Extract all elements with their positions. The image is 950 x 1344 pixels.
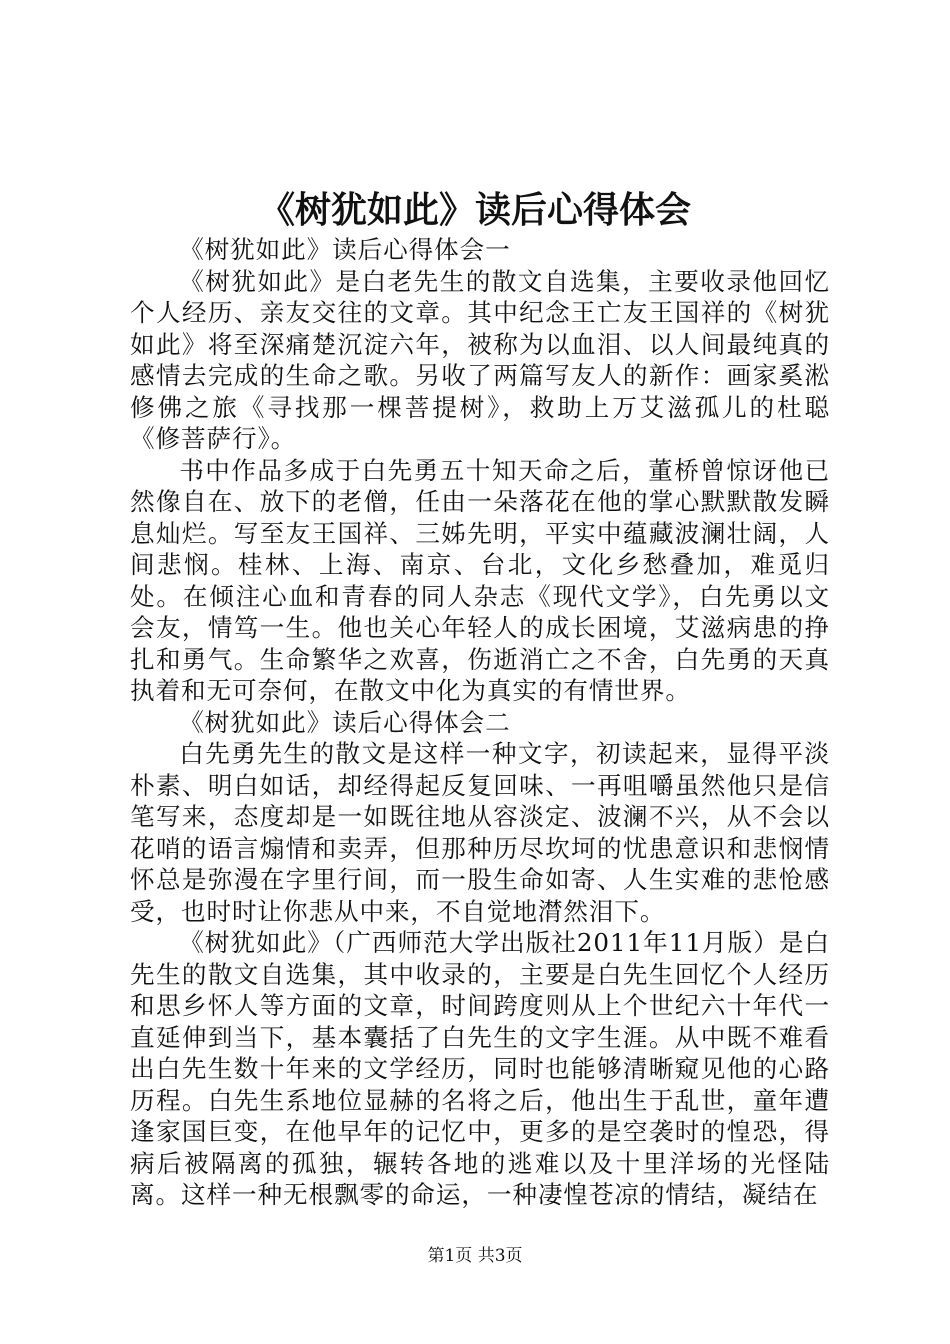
body-paragraph: 白先勇先生的散文是这样一种文字，初读起来，显得平淡朴素、明白如话，却经得起反复回味、一再咀嚼虽然他只是信笔写来，态度却是一如既往地从容淡定、波澜不兴，从不会以花哨的语言煽情和卖弄，但那种历尽坎坷的忧患意识和悲悯情怀总是弥漫在字里行间，而一股生命如寄、人生实难的悲怆感受，也时时让你悲从中来，不自觉地潸然泪下。 — [130, 739, 830, 926]
document-title: 《树犹如此》读后心得体会 — [258, 189, 691, 231]
body-paragraph: 书中作品多成于白先勇五十知天命之后，董桥曾惊讶他已然像自在、放下的老僧，任由一朵落花在他的掌心默默散发瞬息灿烂。写至友王国祥、三姊先明，平实中蕴藏波澜壮阔，人间悲悯。桂林、上海、南京、台北，文化乡愁叠加，难觅归处。在倾注心血和青春的同人杂志《现代文学》，白先勇以文会友，情笃一生。他也关心年轻人的成长困境，艾滋病患的挣扎和勇气。生命繁华之欢喜，伤逝消亡之不舍，白先勇的天真执着和无可奈何，在散文中化为真实的有情世界。 — [130, 455, 830, 705]
page-footer: 第1页 共3页 — [427, 1246, 523, 1266]
section-heading-2: 《树犹如此》读后心得体会二 — [179, 707, 511, 737]
section-heading-1: 《树犹如此》读后心得体会一 — [179, 235, 511, 264]
document-body — [130, 234, 830, 1211]
body-paragraph: 《树犹如此》是白老先生的散文自选集，主要收录他回忆个人经历、亲友交往的文章。其中纪念王亡友王国祥的《树犹如此》将至深痛楚沉淀六年，被称为以血泪、以人间最纯真的感情去完成的生命之歌。另收了两篇写友人的新作：画家奚淞修佛之旅《寻找那一棵菩提树》，救助上万艾滋孤儿的杜聪《修菩萨行》。 — [130, 266, 830, 453]
body-paragraph: 《树犹如此》（广西师范大学出版社2011年11月版）是白先生的散文自选集，其中收录的，主要是白先生回忆个人经历和思乡怀人等方面的文章，时间跨度则从上个世纪六十年代一直延伸到当下，基本囊括了白先生的文字生涯。从中既不难看出白先生数十年来的文学经历，同时也能够清晰窥见他的心路历程。白先生系地位显赫的名将之后，他出生于乱世，童年遭逢家国巨变，在他早年的记忆中，更多的是空袭时的惶恐，得病后被隔离的孤独，辗转各地的逃难以及十里洋场的光怪陆离。这样一种无根飘零的命运，一种凄惶苍凉的情结，凝结在 — [130, 928, 830, 1209]
